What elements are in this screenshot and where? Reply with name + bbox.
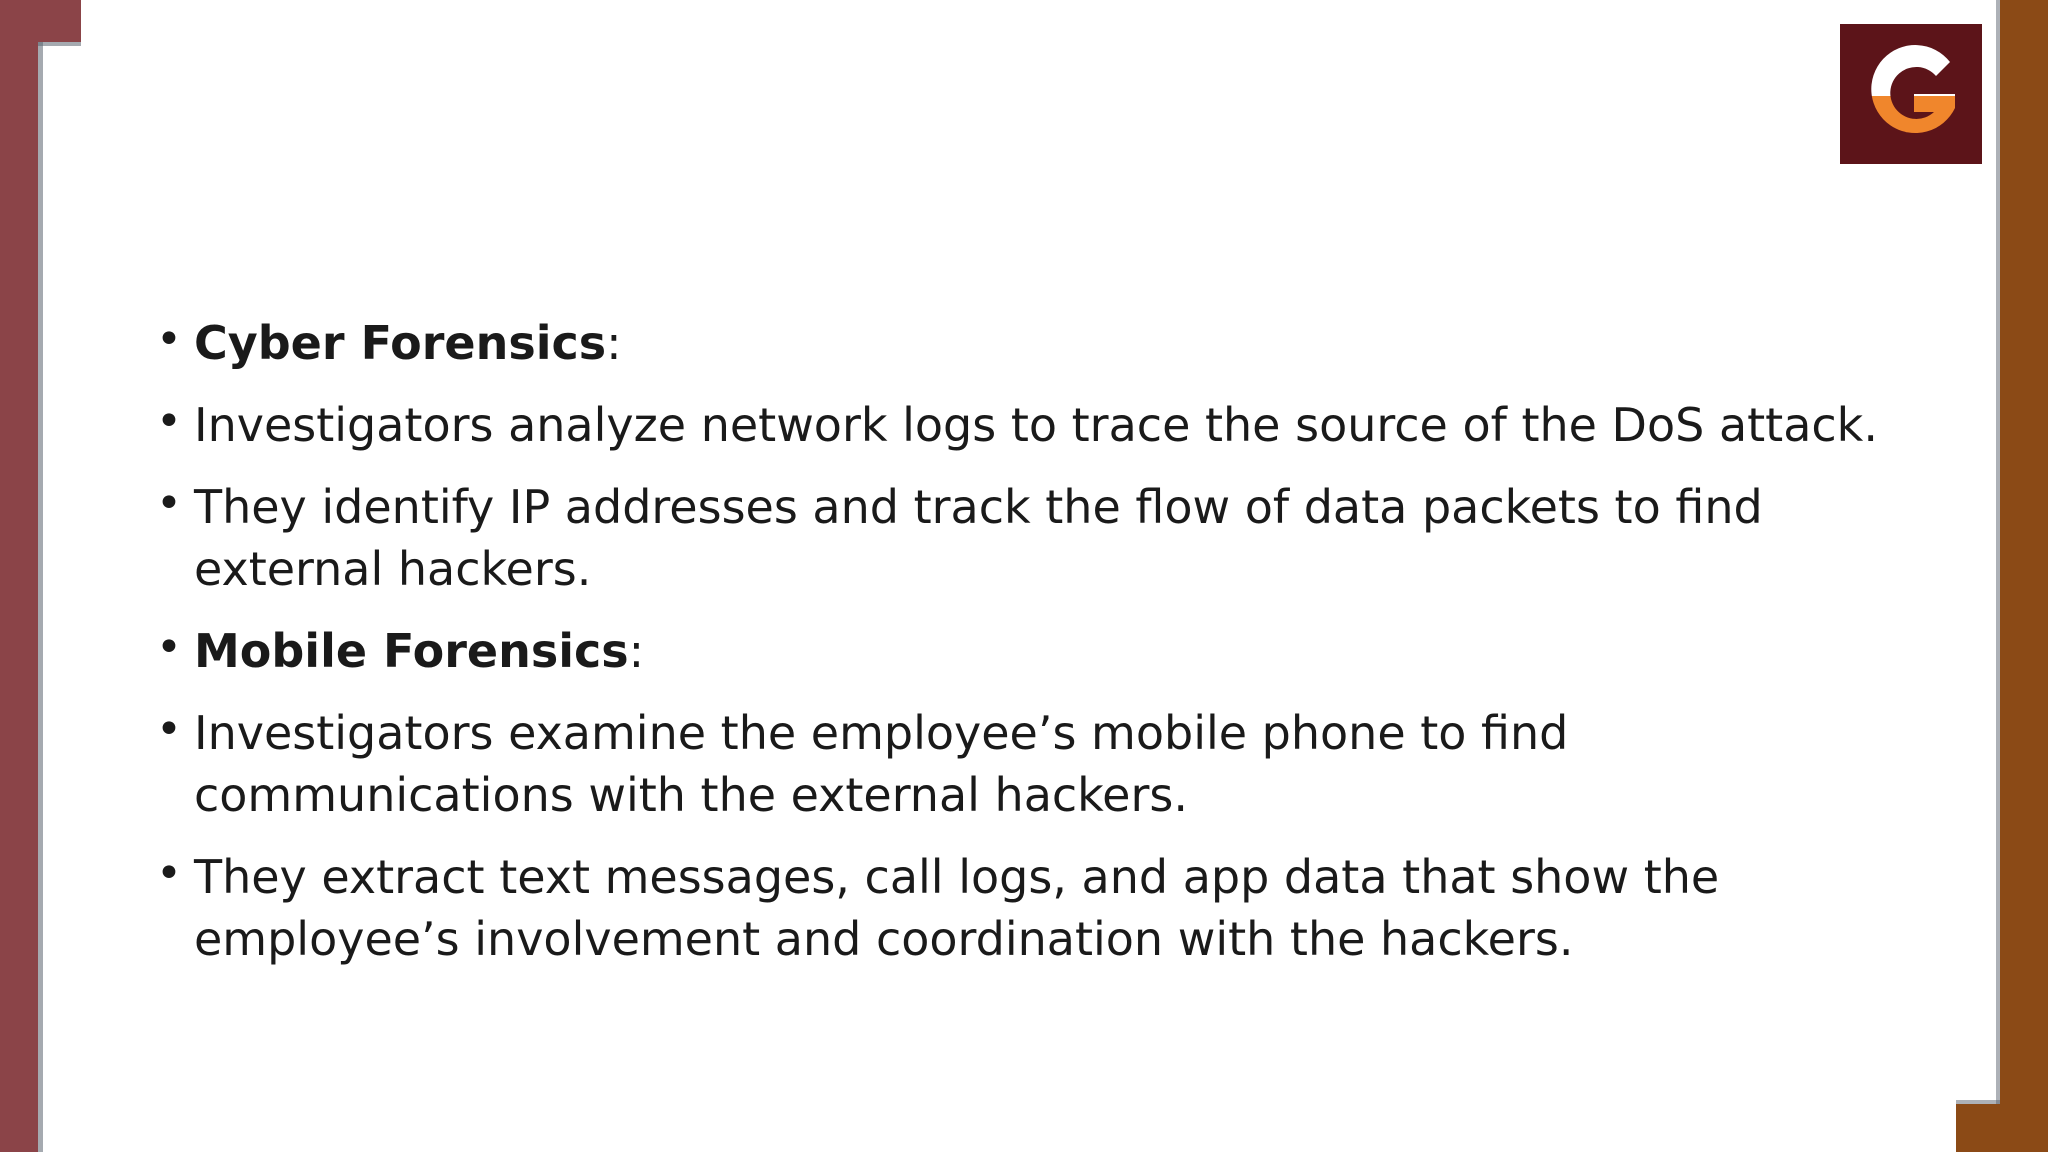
left-frame-cap [0, 0, 81, 42]
bullet-list [152, 312, 1892, 990]
bullet-text: They extract text messages, call logs, and app data that show the employee’s involvement and coordination with the hackers. [194, 850, 1720, 966]
g-logo-icon [1840, 24, 1982, 164]
bullet-text: Investigators analyze network logs to trace the source of the DoS attack. [194, 398, 1878, 452]
left-frame-bar [0, 0, 38, 1152]
bullet-item [152, 846, 1892, 970]
bullet-text: Investigators examine the employee’s mobile phone to find communications with the external hackers. [194, 706, 1569, 822]
bullet-item [152, 702, 1892, 826]
right-frame-cap [1956, 1104, 2048, 1152]
right-frame-shadow [1996, 0, 2000, 1104]
heading-colon: : [628, 624, 645, 678]
section-heading: Mobile Forensics [194, 624, 629, 678]
left-frame-cap-shadow [38, 42, 81, 46]
heading-colon: : [606, 316, 622, 370]
bullet-mobile-forensics-heading [152, 620, 1892, 682]
bullet-cyber-forensics-heading [152, 312, 1892, 374]
brand-logo [1840, 24, 1982, 164]
right-frame-cap-shadow [1956, 1100, 2000, 1104]
right-frame-bar [2000, 0, 2048, 1152]
bullet-item [152, 476, 1892, 600]
left-frame-shadow [38, 42, 43, 1152]
section-heading: Cyber Forensics [194, 316, 607, 370]
bullet-text: They identify IP addresses and track the flow of data packets to find external hackers. [194, 480, 1763, 596]
bullet-item [152, 394, 1892, 456]
